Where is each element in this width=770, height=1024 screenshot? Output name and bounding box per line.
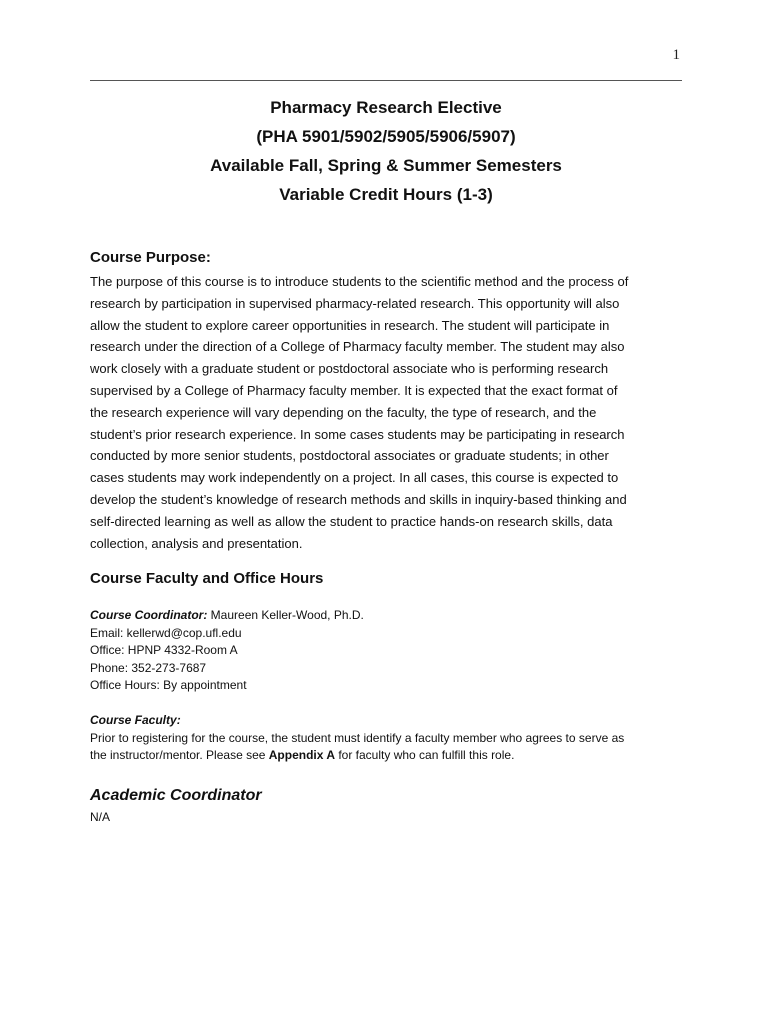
coordinator-contact-block (90, 607, 680, 695)
course-faculty-label: Course Faculty: (90, 713, 181, 727)
purpose-line: self-directed learning as well as allow the student to practice hands-on research skills, data (90, 513, 613, 529)
header-rule (90, 80, 682, 81)
coordinator-label: Course Coordinator: (90, 608, 208, 622)
course-purpose-heading: Course Purpose: (90, 249, 211, 266)
title-line-2: (PHA 5901/5902/5905/5906/5907) (256, 127, 516, 146)
purpose-line: the research experience will vary depending on the faculty, the type of research, and the (90, 404, 597, 420)
title-line-3: Available Fall, Spring & Summer Semesters (210, 156, 562, 175)
purpose-line: develop the student’s knowledge of research methods and skills in inquiry-based thinking and (90, 491, 627, 507)
purpose-line: work closely with a graduate student or postdoctoral associate who is performing research (90, 361, 609, 377)
purpose-line: supervised by a College of Pharmacy faculty member. It is expected that the exact format of (90, 382, 618, 398)
purpose-line: cases students may work independently on a project. In all cases, this course is expected to (90, 470, 619, 486)
purpose-line: conducted by more senior students, postdoctoral associates or graduate students; in other (90, 448, 609, 464)
course-purpose-text (90, 271, 680, 554)
document-title (90, 93, 682, 209)
purpose-line: allow the student to explore career opportunities in research. The student will participate in (90, 317, 610, 333)
purpose-line: collection, analysis and presentation. (90, 535, 303, 551)
coordinator-name: Maureen Keller-Wood, Ph.D. (207, 608, 364, 622)
purpose-line: research by participation in supervised pharmacy-related research. This opportunity will also (90, 295, 620, 311)
coordinator-office: Office: HPNP 4332-Room A (90, 643, 238, 657)
coordinator-line (90, 607, 680, 625)
faculty-line2-pre: the instructor/mentor. Please see (90, 748, 269, 762)
title-line-4: Variable Credit Hours (1-3) (279, 185, 493, 204)
course-faculty-line-2 (90, 747, 680, 765)
coordinator-email: Email: kellerwd@cop.ufl.edu (90, 625, 242, 640)
academic-coordinator-heading: Academic Coordinator (90, 787, 262, 804)
title-line-1: Pharmacy Research Elective (270, 98, 502, 117)
course-faculty-heading: Course Faculty and Office Hours (90, 570, 324, 587)
coordinator-phone: Phone: 352-273-7687 (90, 660, 207, 675)
purpose-line: research under the direction of a College of Pharmacy faculty member. The student may also (90, 339, 625, 355)
page-number: 1 (672, 47, 680, 63)
faculty-line2-post: for faculty who can fulfill this role. (335, 748, 515, 762)
course-faculty-line-1: Prior to registering for the course, the student must identify a faculty member who agrees to serve as (90, 730, 625, 745)
course-faculty-block (90, 712, 680, 765)
academic-coordinator-value: N/A (90, 810, 111, 824)
purpose-line: student’s prior research experience. In some cases students may be participating in research (90, 426, 625, 442)
purpose-line: The purpose of this course is to introduce students to the scientific method and the process of (90, 274, 629, 289)
coordinator-office-hours: Office Hours: By appointment (90, 678, 247, 692)
appendix-a-reference: Appendix A (268, 748, 335, 762)
